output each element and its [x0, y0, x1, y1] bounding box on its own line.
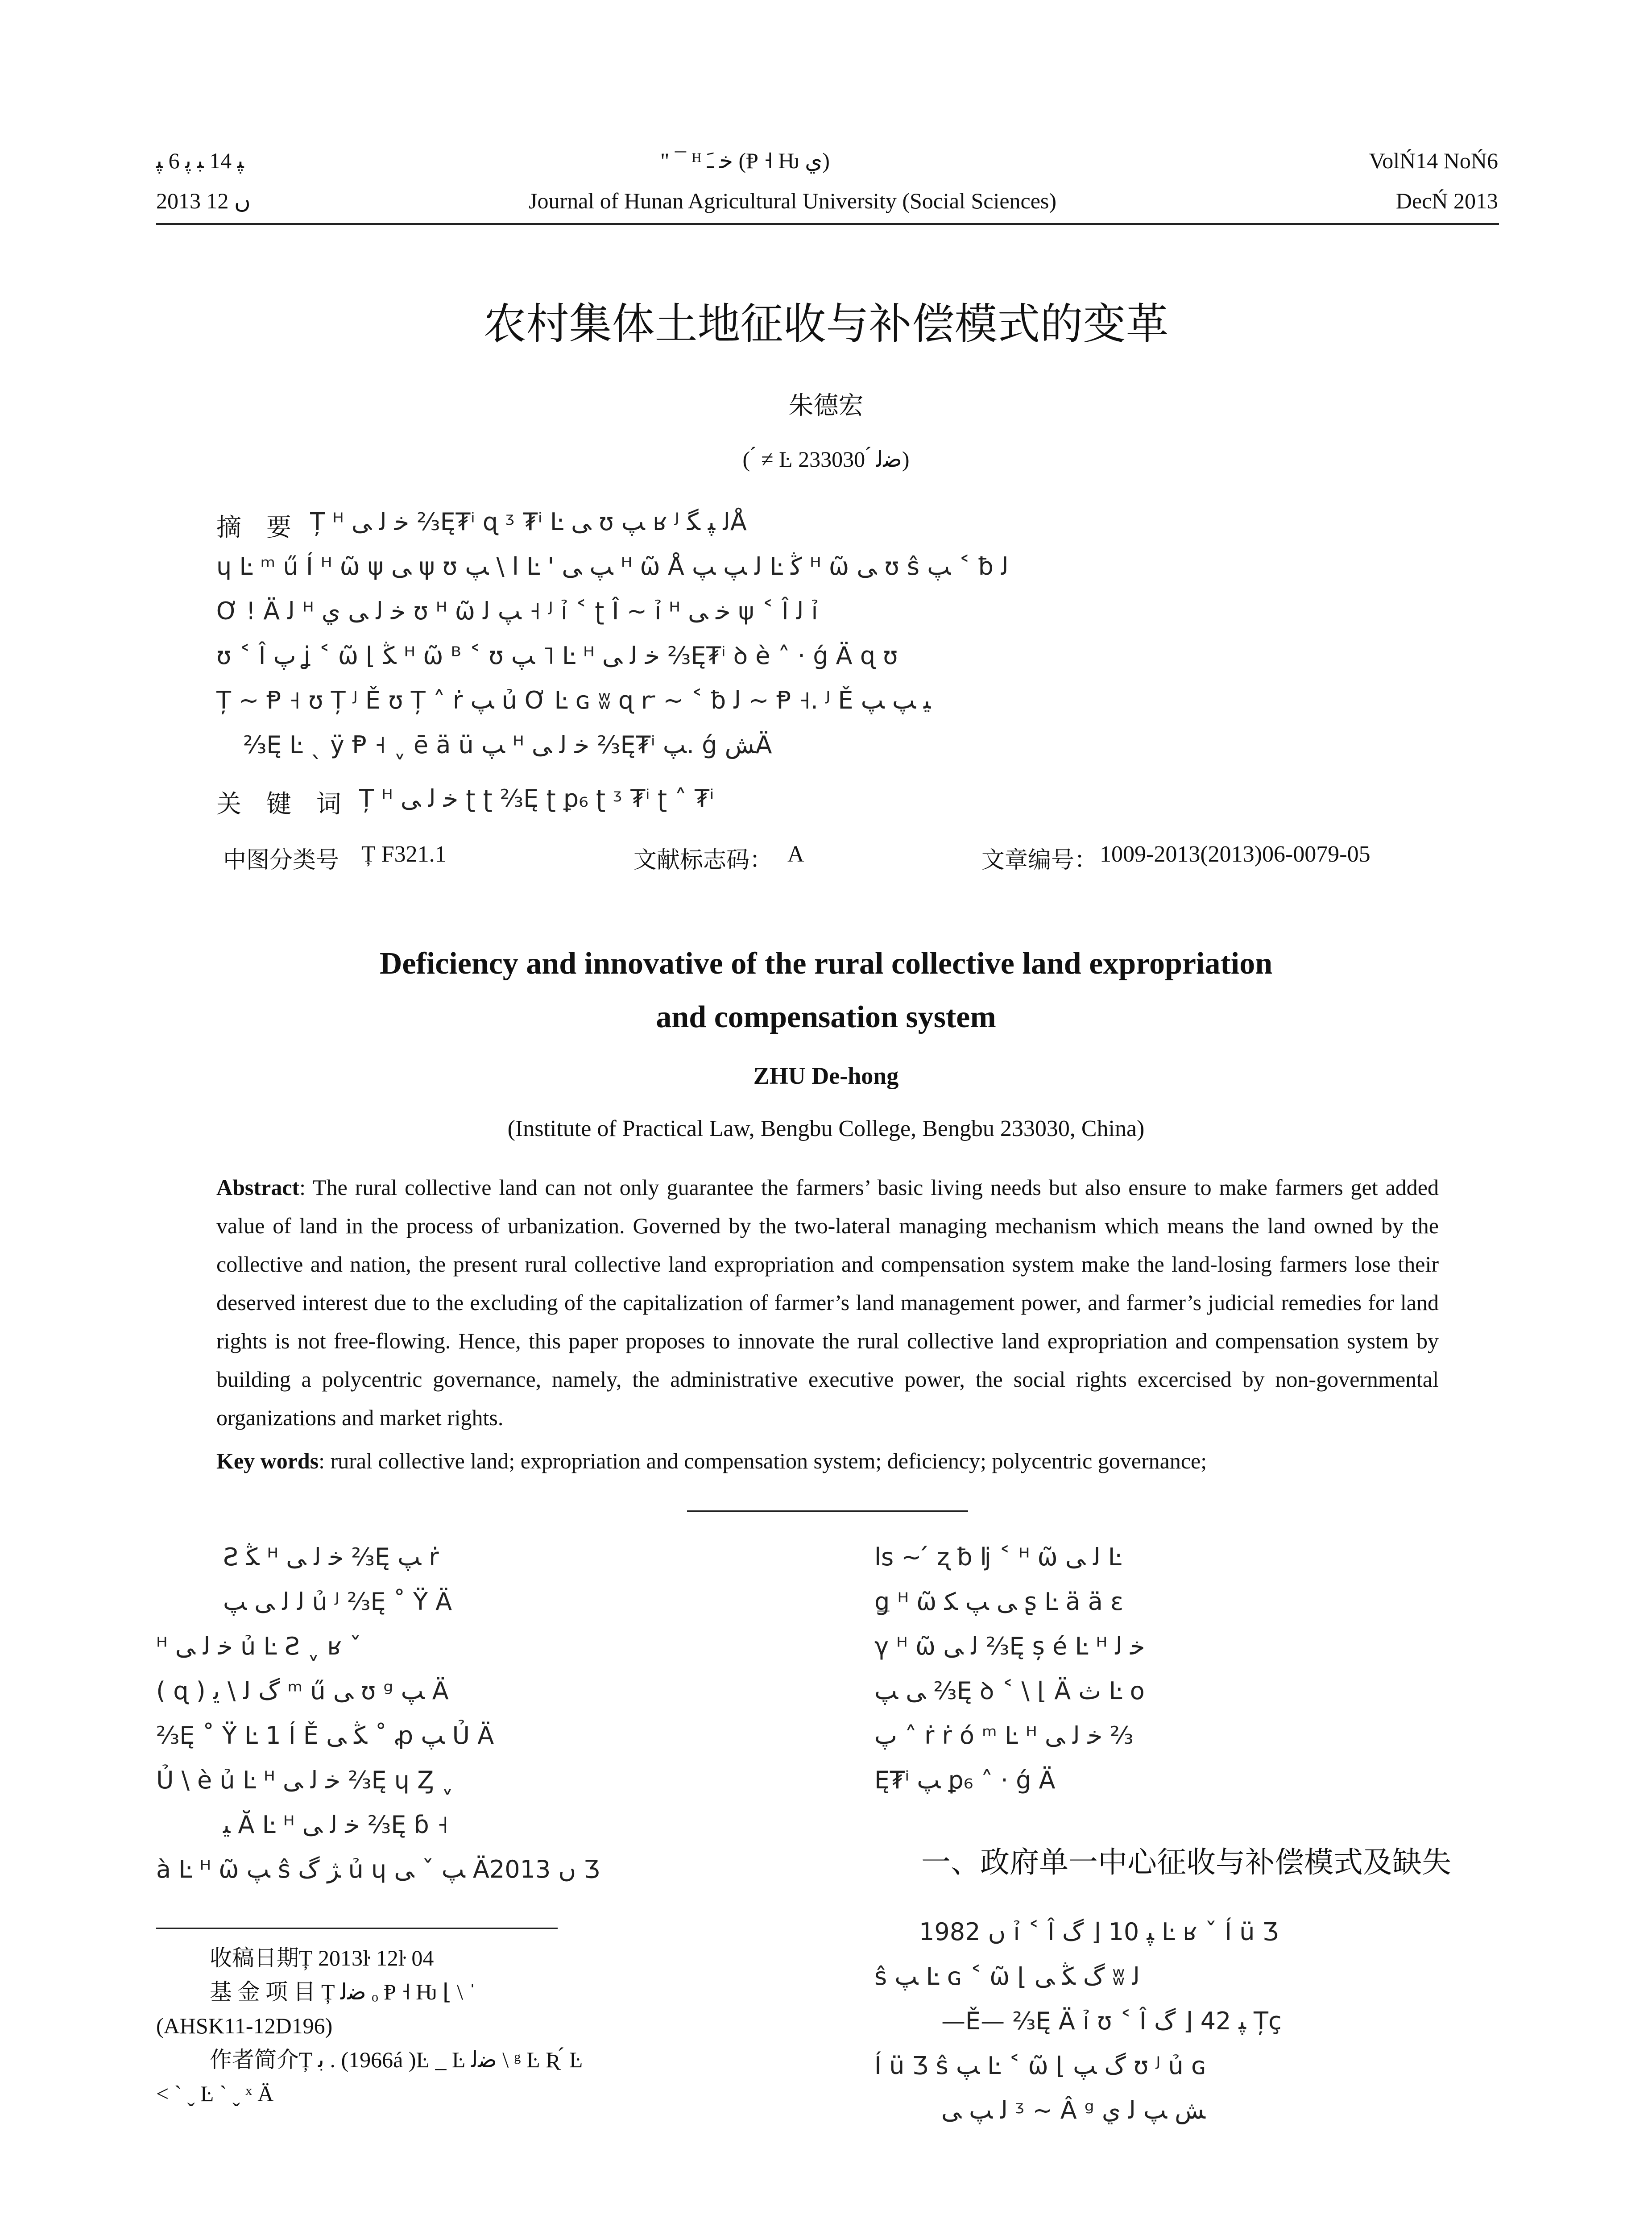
body-right-column — [874, 1535, 1499, 1803]
abstract-cn-label: 摘 要 — [216, 513, 291, 542]
journal-date-cn: 2013 ﮞ 12 — [156, 188, 251, 213]
abstract-cn — [216, 500, 1448, 767]
section-divider — [687, 1510, 968, 1512]
keywords-en-text: : rural collective land; expropriation and compensation system; deficiency; polycentric governance; — [319, 1448, 1207, 1473]
journal-name-en: Journal of Hunan Agricultural University (Social Sciences) — [529, 188, 1057, 213]
body-line: Ủ \ è ủ Ŀ ᴴ ﺧ ﻟ ﻰ ⅔Ę ɥ Ȥ ˬ — [156, 1766, 454, 1794]
body-line: Ę₮ⁱ ﭗ ꝑ₆ ˄ · ǵ Ä — [874, 1766, 1056, 1794]
footnote-received: 收稿日期Ț 2013ŀ 12ŀ 04 — [210, 1945, 434, 1970]
body-line: ﻰ ﭗ ⅔Ę ꝺ ˂ \ ⌊ Ä ث Ŀ o — [874, 1677, 1145, 1705]
header-rule — [156, 223, 1499, 225]
abstract-en-text: : The rural collective land can not only guarantee the farmers’ basic living needs but also ensure to make farmers get added value of land in the process of urbanization. Governed by the two-lateral managing mechanism which means the land owned by the collective and nation, the present rural collective land expropriation and compensation system make the land-losing farmers lose their deserved interest due to the excluding of the capitalization of farmer’s land management power, and farmer’s judicial remedies for land rights is not free-flowing. Hence, this paper proposes to innovate the rural collective land expropriation and compensation system by building a polycentric governance, namely, the administrative executive power, the social rights excercised by non-governmental organizations and market rights. — [216, 1175, 1439, 1430]
keywords-cn-text: Ț ᴴ ﺧ ﻟ ﻰ ʈ ʈ ⅔Ę ʈ ꝑ₆ ʈ ᶾ ₮ⁱ ʈ ˄ ₮ⁱ — [359, 784, 714, 813]
body-line: ls ~ ́ ʐ ƀ ǉ ˂ ᴴ ῶ ﻟ ﻰ Ŀ — [874, 1543, 1122, 1571]
body-line: ﭖ ˄ ṙ ṙ ó ᵐ Ŀ ᴴ ﺧ ﻟ ﻰ ⅔ — [874, 1721, 1134, 1750]
article-number-value: 1009-2013(2013)06-0079-05 — [1100, 842, 1370, 867]
journal-volume-en: VolŃ14 NoŃ6 — [1369, 148, 1498, 173]
body-line: 1982 ﮞ ỉ ˂ Î ﭙ 10 ⌊ ﮒ Ŀ ʁ ˇ Í ü Ʒ — [919, 1918, 1279, 1946]
body-right-column-2 — [874, 1910, 1499, 2133]
clc-label: 中图分类号 — [223, 847, 340, 874]
keywords-cn-label: 关 键 词 — [216, 790, 341, 819]
journal-date-en: DecŃ 2013 — [1395, 188, 1498, 213]
body-line: —Ě— ⅔Ę Ä ỉ ʊ ˂ Î ﭙ 42 ⌊ ﮒ Țç — [941, 2007, 1282, 2035]
body-line: ⅔Ę ˚ Ÿ Ŀ 1 Í Ě ﯖ ﻰ ˚ ꝓ ﭗ Ủ Ä — [156, 1721, 494, 1750]
abstract-en — [216, 1168, 1439, 1437]
footnote-author-bio-cont: ˂ ˋ ˬ Ŀ ˋ ˬ ˣ Ä — [156, 2081, 274, 2106]
abstract-cn-line: Ơ ! Ä ﻟ ᴴ ﺧ ﻟ ﻰ ﻱ ʊ ᴴ ῶ ﭗ ﻟ ˧ ᴶ ỉ ˂ ʈ Î ~ ỉ ᴴ ﺧ ﻰ ψ ˂ Î ﻟ ỉ — [216, 597, 818, 625]
abstract-cn-line: Ț ~ Ᵽ ˧ ʊ Ț ᴶ Ě ʊ Ț ˄ ṙ ﭗ ủ Ơ Ŀ ɢ ʬ ɋ ꭈ ~ ˂ ƀ ﻟ ~ Ᵽ ˧. ᴶ Ě ﯿ ﭗ ﭗ — [216, 686, 931, 714]
abstract-cn-line: ʊ ˂ Î ﭖ ʝ ˂ ῶ ⌊ ﯖ ᴴ ῶ ᴮ ˂ ʊ ﭗ ˥ Ŀ ᴴ ﺧ ﻟ ﻰ ⅔Ę₮ⁱ ꝺ è ˄ · ǵ Ä ɋ ʊ — [216, 642, 898, 670]
section-heading-1: 一、政府单一中心征收与补偿模式及缺失 — [921, 1845, 1451, 1879]
paper-title-en-line2: and compensation system — [656, 1000, 996, 1034]
author-en: ZHU De-hong — [753, 1062, 899, 1089]
article-number-label: 文章编号： — [981, 847, 1098, 874]
paper-title-en-line1: Deficiency and innovative of the rural collective land expropriation — [379, 946, 1273, 981]
footnote-author-bio: 作者简介Ț ﺑ . (1966á )Ŀ _ Ŀ ﺿﻟ \ ᵍ Ŀ Ʀ ́ Ŀ — [210, 2047, 583, 2072]
body-line: Í ü Ʒ ŝ ﭗ Ŀ ˂ ῶ ⌊ ﮒ ﭗ ʊ ᴶ ủ ɢ — [874, 2052, 1206, 2080]
body-line: ŝ ﭗ Ŀ ɢ ˂ ῶ ⌊ ﮒ ﯖ ﻰ ʬ ﻟ — [874, 1962, 1140, 1990]
abstract-cn-line: ⅔Ę Ŀ ˎ ÿ Ᵽ ˧ ˬ ē ä ü ﭗ ᴴ ﺧ ﻟ ﻰ ⅔Ę₮ⁱ ﭗ. ǵ ﺶÄ — [243, 731, 772, 759]
keywords-cn — [216, 776, 1448, 821]
body-line: ǥ ᴴ ῶ ﻰ ﭗ ﮑ ʂ Ŀ ä ä ɛ — [874, 1588, 1124, 1616]
classification-row — [223, 841, 1454, 872]
abstract-en-label: Abstract — [216, 1175, 300, 1200]
keywords-en-label: Key words — [216, 1448, 319, 1473]
abstract-cn-line: ɥ Ŀ ᵐ ű Í ᴴ ῶ ψ ﻰ ψ ʊ ﭗ \ l Ŀ ' ﭗ ﻰ ᴴ ῶ Å ﻟ ﭗ ﭗ Ŀ ﯕ ᴴ ῶ ﻰ ʊ ŝ ﭗ ˂ ƀ ﻟ — [216, 552, 1009, 581]
doc-code-label: 文献标志码： — [633, 847, 773, 874]
body-line: ᴴ ﺧ ﻟ ﻰ ủ Ŀ Ƨ ˬ ʁ ˇ — [156, 1632, 362, 1660]
body-line: ( ɋ ) ﮒ ﻟ \ ﯾ ᵐ ű ﻰ ʊ ᵍ ﭗ Ä — [156, 1677, 449, 1705]
abstract-cn-line: Ț ᴴ ﺧ ﻟ ﻰ ⅔Ę₮ⁱ ɋ ᶾ ₮ⁱ Ŀ ﻰ ʊ ﭗ ʁ ᴶ ﻟ ﭙ ﮕÅ — [310, 508, 747, 536]
body-line: ﻟ ﻟ ﻰ ﭗ ủ ᴶ ⅔Ę ˚ Ÿ Ä — [223, 1588, 452, 1616]
body-line: ﯿ Ă Ŀ ᴴ ﺧ ﻟ ﻰ ⅔Ę ɓ ˧ — [223, 1811, 449, 1839]
footnote-funding: 基 金 项 目 Ț ﺿﻟ ₒ Ᵽ ˧ Ƕ ⌊ \ ˈ — [210, 1979, 476, 2004]
body-line: ﻟ ﭗ ﻰ ᶾ ~ Â ᵍ ﺶ ﭗ ﻟ ﻱ — [941, 2096, 1205, 2124]
footnote-funding-code: (AHSK11-12D196) — [156, 2013, 333, 2038]
clc-value: Ț F321.1 — [361, 842, 447, 867]
journal-name-cn: " ¯ ᴴ ﺧ ﹷ (Ᵽ ˧ Ƕ ﻱ) — [660, 148, 830, 173]
doc-code-value: A — [787, 842, 804, 867]
body-line: à Ŀ ᴴ ῶ ﭗ ŝ ﮋ ﮒ ủ ɥ ﭗ ˇ ﻰ Ä2013 ﮞ Ʒ — [156, 1855, 600, 1883]
body-line: γ ᴴ ῶ ﻟ ﻰ ⅔Ę ș é Ŀ ᴴ ﺧ ﻟ — [874, 1632, 1145, 1660]
paper-title-cn: 农村集体土地征收与补偿模式的变革 — [483, 299, 1169, 349]
body-line: Ƨ ﯖ ᴴ ﺧ ﻟ ﻰ ⅔Ę ﭗ ṙ — [223, 1543, 439, 1571]
footnote-rule — [156, 1928, 558, 1929]
keywords-en — [216, 1448, 1439, 1474]
body-left-column — [156, 1535, 807, 1892]
journal-volume-cn: ﭙ 14 ﺒ ﭘ 6 ﭙ — [156, 148, 244, 173]
author-cn: 朱德宏 — [788, 391, 864, 420]
affiliation-en: (Institute of Practical Law, Bengbu College, Bengbu 233030, China) — [507, 1116, 1145, 1141]
affiliation-cn: ( ́ ≠ Ŀ ﺿﻟ ́ 233030) — [742, 447, 910, 472]
footnotes — [156, 1941, 807, 2111]
